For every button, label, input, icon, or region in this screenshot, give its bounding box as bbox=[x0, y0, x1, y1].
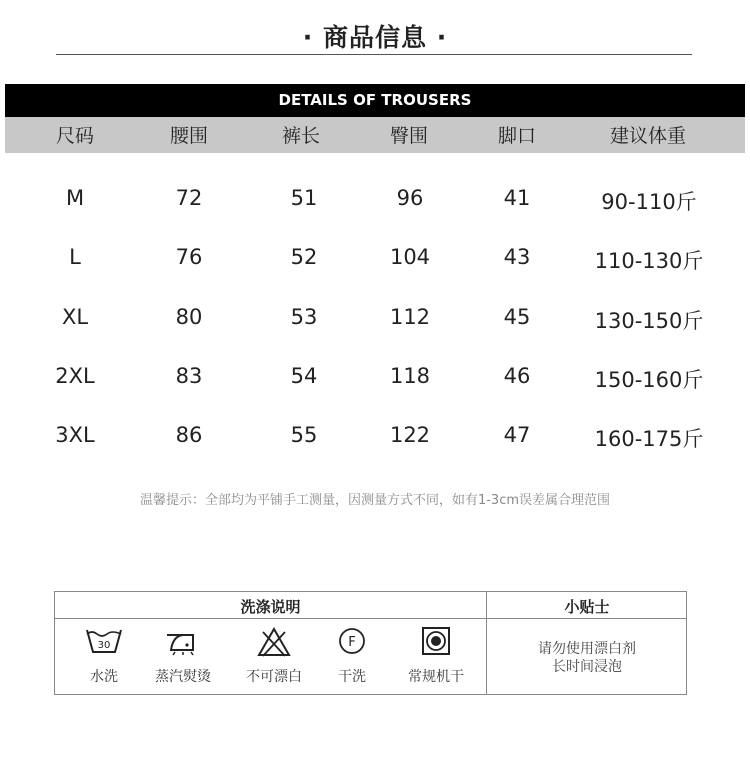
title-underline bbox=[56, 54, 692, 55]
table-cell: 2XL bbox=[55, 364, 95, 388]
dry-clean-label: 干洗 bbox=[338, 669, 366, 685]
table-cell: M bbox=[65, 186, 85, 210]
no-bleach-icon bbox=[256, 626, 292, 662]
table-cell: 160-175斤 bbox=[594, 427, 704, 451]
tumble-dry-icon bbox=[420, 626, 452, 662]
header-waist: 腰围 bbox=[169, 125, 209, 147]
divider bbox=[55, 618, 686, 619]
table-cell: 53 bbox=[290, 305, 318, 329]
wash-care-box bbox=[54, 591, 687, 695]
table-cell: 112 bbox=[389, 305, 431, 329]
header-hem: 脚口 bbox=[497, 125, 537, 147]
wash-temp-text: 30 bbox=[97, 640, 111, 651]
table-cell: 72 bbox=[175, 186, 203, 210]
steam-iron-icon bbox=[163, 626, 203, 660]
page-title: · 商品信息 · bbox=[302, 23, 448, 52]
table-cell: 86 bbox=[175, 423, 203, 447]
table-cell: 118 bbox=[389, 364, 431, 388]
table-cell: 45 bbox=[503, 305, 531, 329]
no-bleach-label: 不可漂白 bbox=[246, 669, 302, 685]
table-cell: 41 bbox=[503, 186, 531, 210]
wash-30-icon bbox=[84, 626, 124, 660]
table-cell: 46 bbox=[503, 364, 531, 388]
table-cell: XL bbox=[61, 305, 89, 329]
table-cell: 43 bbox=[503, 245, 531, 269]
tumble-dry-label: 常规机干 bbox=[408, 669, 464, 685]
header-length: 裤长 bbox=[281, 125, 321, 147]
wash-label: 水洗 bbox=[90, 669, 118, 685]
header-weight: 建议体重 bbox=[609, 125, 687, 147]
table-cell: L bbox=[69, 245, 81, 269]
tips-title: 小贴士 bbox=[564, 598, 610, 616]
dry-clean-f-icon bbox=[336, 626, 368, 662]
header-hip: 臀围 bbox=[389, 125, 429, 147]
table-cell: 3XL bbox=[55, 423, 95, 447]
measurement-note: 温馨提示：全部均为平铺手工测量，因测量方式不同，如有1-3cm误差属合理范围 bbox=[139, 493, 611, 508]
steam-iron-label: 蒸汽熨烫 bbox=[155, 669, 211, 685]
table-cell: 110-130斤 bbox=[594, 249, 704, 273]
table-cell: 96 bbox=[396, 186, 424, 210]
table-cell: 122 bbox=[389, 423, 431, 447]
tip-line-1: 请勿使用漂白剂 bbox=[538, 641, 636, 657]
table-cell: 52 bbox=[290, 245, 318, 269]
table-cell: 54 bbox=[290, 364, 318, 388]
table-cell: 76 bbox=[175, 245, 203, 269]
banner-text: DETAILS OF TROUSERS bbox=[278, 91, 472, 109]
table-cell: 83 bbox=[175, 364, 203, 388]
banner bbox=[5, 84, 745, 117]
table-cell: 51 bbox=[290, 186, 318, 210]
tips-text bbox=[486, 640, 688, 676]
table-cell: 130-150斤 bbox=[594, 309, 704, 333]
dry-clean-letter: F bbox=[348, 635, 356, 650]
table-cell: 80 bbox=[175, 305, 203, 329]
table-cell: 47 bbox=[503, 423, 531, 447]
table-cell: 150-160斤 bbox=[594, 368, 704, 392]
header-size: 尺码 bbox=[55, 125, 95, 147]
table-cell: 55 bbox=[290, 423, 318, 447]
wash-title: 洗涤说明 bbox=[240, 598, 301, 616]
table-cell: 104 bbox=[389, 245, 431, 269]
table-cell: 90-110斤 bbox=[601, 190, 697, 214]
tip-line-2: 长时间浸泡 bbox=[552, 659, 622, 675]
